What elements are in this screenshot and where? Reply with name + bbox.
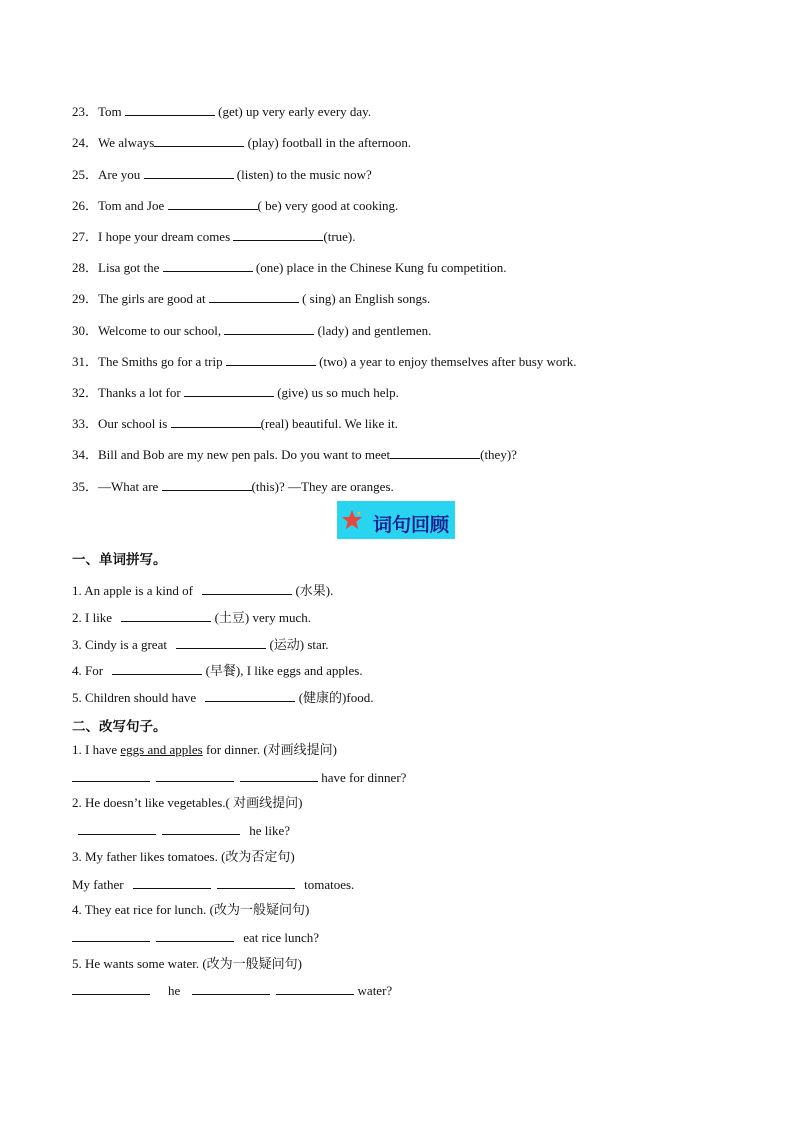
section-2-heading: 二、改写句子。: [72, 719, 167, 735]
answer-blank[interactable]: [168, 197, 258, 210]
answer-text: My father: [72, 877, 127, 892]
rewrite-a4: [72, 929, 319, 946]
exercise-26: [72, 197, 398, 214]
answer-text: have for dinner?: [318, 770, 407, 785]
exercise-text: (lady) and gentlemen.: [314, 323, 432, 338]
rewrite-q2: [72, 795, 302, 811]
exercise-text: Tom: [98, 104, 125, 119]
answer-blank[interactable]: [121, 609, 211, 622]
section-1-heading: 一、单词拼写。: [72, 552, 167, 568]
item-text: (健康的)food.: [295, 690, 374, 705]
item-text: (运动) star.: [266, 637, 329, 652]
exercise-text: Thanks a lot for: [98, 385, 184, 400]
answer-blank[interactable]: [176, 636, 266, 649]
answer-blank[interactable]: [162, 478, 252, 491]
answer-blank[interactable]: [112, 662, 202, 675]
answer-blank[interactable]: [156, 769, 234, 782]
question-text: 2. He doesn’t like vegetables.( 对画线提问): [72, 795, 303, 810]
item-text: 3. Cindy is a great: [72, 637, 171, 652]
item-text: (土豆) very much.: [211, 610, 311, 625]
spelling-item-3: [72, 636, 329, 653]
exercise-text: (get) up very early every day.: [214, 104, 372, 119]
exercise-text: We always: [98, 135, 155, 150]
exercise-number: 27．: [72, 229, 99, 244]
exercise-text: (they)?: [480, 447, 517, 462]
answer-blank[interactable]: [205, 689, 295, 702]
rewrite-q4: [72, 902, 309, 918]
exercise-number: 32．: [72, 385, 99, 400]
exercise-24: [72, 134, 411, 151]
answer-blank[interactable]: [72, 929, 150, 942]
item-text: 2. I like: [72, 610, 116, 625]
rewrite-q3: [72, 849, 295, 865]
exercise-text: Our school is: [98, 416, 171, 431]
exercise-text: I hope your dream comes: [98, 229, 234, 244]
exercise-number: 26．: [72, 198, 99, 213]
answer-blank[interactable]: [156, 929, 234, 942]
answer-blank[interactable]: [125, 103, 215, 116]
exercise-35: [72, 478, 394, 495]
answer-blank[interactable]: [72, 982, 150, 995]
answer-blank[interactable]: [133, 876, 211, 889]
exercise-text: Welcome to our school,: [98, 323, 225, 338]
answer-text: he: [168, 983, 181, 998]
item-text: 4. For: [72, 663, 107, 678]
answer-blank[interactable]: [240, 769, 318, 782]
exercise-text: Bill and Bob are my new pen pals. Do you want to meet: [98, 447, 391, 462]
answer-text: water?: [354, 983, 393, 998]
exercise-text: (give) us so much help.: [273, 385, 399, 400]
item-text: (水果).: [292, 583, 334, 598]
rewrite-a2: [78, 822, 290, 839]
exercise-32: [72, 384, 399, 401]
exercise-text: ( sing) an English songs.: [298, 291, 431, 306]
exercise-text: (one) place in the Chinese Kung fu competition.: [252, 260, 507, 275]
spelling-item-2: [72, 609, 311, 626]
answer-blank[interactable]: [171, 415, 261, 428]
answer-blank[interactable]: [390, 446, 480, 459]
answer-blank[interactable]: [192, 982, 270, 995]
answer-blank[interactable]: [78, 822, 156, 835]
exercise-27: [72, 228, 356, 245]
spelling-item-1: [72, 582, 333, 599]
exercise-text: (real) beautiful. We like it.: [260, 416, 398, 431]
answer-blank[interactable]: [209, 290, 299, 303]
section-banner: [337, 501, 455, 539]
exercise-number: 29．: [72, 291, 99, 306]
question-text: 1. I have: [72, 742, 121, 757]
exercise-30: [72, 322, 431, 339]
exercise-text: The Smiths go for a trip: [98, 354, 226, 369]
answer-text: tomatoes.: [300, 877, 355, 892]
spelling-item-5: [72, 689, 373, 706]
rewrite-a5: [72, 982, 392, 999]
answer-blank[interactable]: [184, 384, 274, 397]
rewrite-q5: [72, 956, 302, 972]
answer-blank[interactable]: [276, 982, 354, 995]
exercise-23: [72, 103, 371, 120]
exercise-number: 28．: [72, 260, 99, 275]
item-text: 5. Children should have: [72, 690, 200, 705]
answer-blank[interactable]: [233, 228, 323, 241]
exercise-text: (two) a year to enjoy themselves after busy work.: [315, 354, 577, 369]
answer-blank[interactable]: [226, 353, 316, 366]
exercise-text: (listen) to the music now?: [233, 167, 372, 182]
answer-blank[interactable]: [162, 822, 240, 835]
exercise-text: Are you: [98, 167, 144, 182]
exercise-text: (play) football in the afternoon.: [244, 135, 412, 150]
spelling-item-4: [72, 662, 363, 679]
answer-blank[interactable]: [154, 134, 244, 147]
answer-blank[interactable]: [224, 322, 314, 335]
exercise-number: 23．: [72, 104, 99, 119]
exercise-number: 30．: [72, 323, 99, 338]
exercise-31: [72, 353, 577, 370]
banner-title: 词句回顾: [373, 514, 450, 536]
exercise-number: 25．: [72, 167, 99, 182]
answer-text: eat rice lunch?: [240, 930, 320, 945]
answer-blank[interactable]: [217, 876, 295, 889]
question-text: 3. My father likes tomatoes. (改为否定句): [72, 849, 295, 864]
question-text: for dinner. (对画线提问): [202, 742, 337, 757]
exercise-text: (this)? —They are oranges.: [251, 479, 394, 494]
exercise-29: [72, 290, 430, 307]
exercise-text: —What are: [98, 479, 162, 494]
question-text: 4. They eat rice for lunch. (改为一般疑问句): [72, 902, 310, 917]
answer-blank[interactable]: [72, 769, 150, 782]
exercise-text: Lisa got the: [98, 260, 163, 275]
star-icon: [341, 509, 363, 531]
answer-blank[interactable]: [144, 166, 234, 179]
answer-text: he like?: [246, 823, 291, 838]
exercise-text: The girls are good at: [98, 291, 209, 306]
rewrite-a3: [72, 876, 354, 893]
exercise-28: [72, 259, 506, 276]
exercise-25: [72, 166, 372, 183]
exercise-34: [72, 446, 517, 463]
rewrite-a1: [72, 769, 406, 786]
exercise-text: ( be) very good at cooking.: [257, 198, 399, 213]
exercise-number: 34．: [72, 447, 99, 462]
answer-blank[interactable]: [163, 259, 253, 272]
answer-blank[interactable]: [202, 582, 292, 595]
underlined-phrase: eggs and apples: [120, 742, 203, 757]
question-text: 5. He wants some water. (改为一般疑问句): [72, 956, 302, 971]
exercise-number: 35．: [72, 479, 99, 494]
item-text: 1. An apple is a kind of: [72, 583, 197, 598]
exercise-number: 33．: [72, 416, 99, 431]
rewrite-q1: [72, 742, 337, 758]
exercise-text: Tom and Joe: [98, 198, 168, 213]
exercise-number: 24．: [72, 135, 99, 150]
item-text: (早餐), I like eggs and apples.: [202, 663, 363, 678]
exercise-number: 31．: [72, 354, 99, 369]
exercise-text: (true).: [323, 229, 356, 244]
exercise-33: [72, 415, 398, 432]
